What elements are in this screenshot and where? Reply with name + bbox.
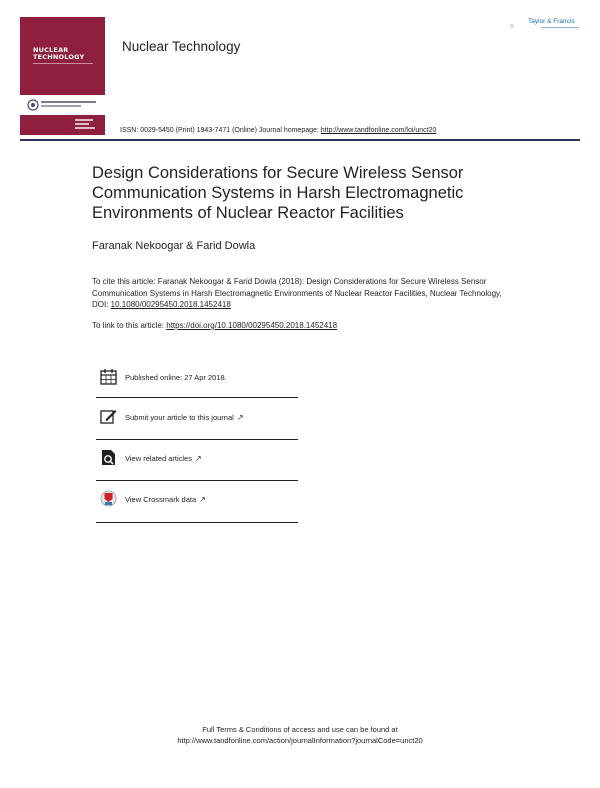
row-divider <box>96 439 298 440</box>
terms-footer <box>0 724 600 746</box>
footer-terms-link[interactable]: http://www.tandfonline.com/action/journalInformation?journalCode=unct20 <box>177 736 423 745</box>
cover-publisher-band <box>20 95 105 115</box>
journal-name[interactable]: Nuclear Technology <box>122 39 241 54</box>
cover-publisher-line <box>41 105 81 107</box>
row-divider <box>96 480 298 481</box>
crossmark-row[interactable] <box>96 490 298 510</box>
cover-title: NUCLEAR TECHNOLOGY <box>33 46 85 61</box>
row-divider <box>96 397 298 398</box>
external-link-icon: ↗ <box>194 454 202 463</box>
cover-meta-line <box>75 119 93 121</box>
article-authors: Faranak Nekoogar & Farid Dowla <box>92 240 256 252</box>
citation-text: Faranak Nekoogar & Farid Dowla (2018): Design Considerations for Secure Wireless Sensor Communication Systems in Harsh Electromagnetic Environments of Nuclear Reactor Facilities, Nuclear Technology, DOI: <box>92 277 502 309</box>
article-link-line <box>92 321 337 330</box>
citation-block <box>92 276 512 311</box>
publisher-logo-tagline <box>541 27 579 28</box>
article-title: Design Considerations for Secure Wireless Sensor Communication Systems in Harsh Electromagnetic Environments of Nuclear Reactor Facilities <box>92 164 464 222</box>
ans-logo-icon <box>26 99 40 111</box>
citation-doi-link[interactable]: 10.1080/00295450.2018.1452418 <box>110 300 231 309</box>
journal-homepage-link[interactable]: http://www.tandfonline.com/loi/unct20 <box>320 127 437 134</box>
submit-article-text[interactable]: Submit your article to this journal ↗ <box>125 413 244 422</box>
crossmark-icon <box>100 490 117 507</box>
footer-line-1: Full Terms & Conditions of access and use can be found at <box>202 725 398 734</box>
citation-label: To cite this article: <box>92 277 156 286</box>
cover-divider <box>33 63 93 64</box>
cover-publisher-line <box>41 101 96 103</box>
header-divider <box>20 139 580 141</box>
published-online-text: Published online: 27 Apr 2018. <box>125 373 227 382</box>
issn-text: ISSN: 0029-5450 (Print) 1943-7471 (Online) Journal homepage: <box>120 127 321 134</box>
row-divider <box>96 522 298 523</box>
external-link-icon: ↗ <box>199 495 206 504</box>
external-link-icon: ↗ <box>236 413 244 422</box>
article-doi-link[interactable]: https://doi.org/10.1080/00295450.2018.1452418 <box>166 321 338 330</box>
issn-line <box>120 127 436 134</box>
edit-icon <box>100 408 117 425</box>
article-link-label: To link to this article: <box>92 321 167 330</box>
cover-meta-line <box>75 123 89 125</box>
calendar-icon <box>100 368 117 385</box>
journal-cover <box>20 17 105 135</box>
related-articles-text[interactable]: View related articles ↗ <box>125 454 202 463</box>
crossmark-text[interactable]: View Crossmark data ↗ <box>125 495 206 504</box>
cover-meta-line <box>75 127 95 129</box>
related-articles-row[interactable] <box>96 449 298 469</box>
publisher-logo-text: Taylor & Francis <box>528 18 575 25</box>
taylor-francis-logo-icon <box>510 17 526 35</box>
published-online-row <box>96 368 298 388</box>
related-articles-icon <box>100 449 117 466</box>
submit-article-row[interactable] <box>96 408 298 428</box>
